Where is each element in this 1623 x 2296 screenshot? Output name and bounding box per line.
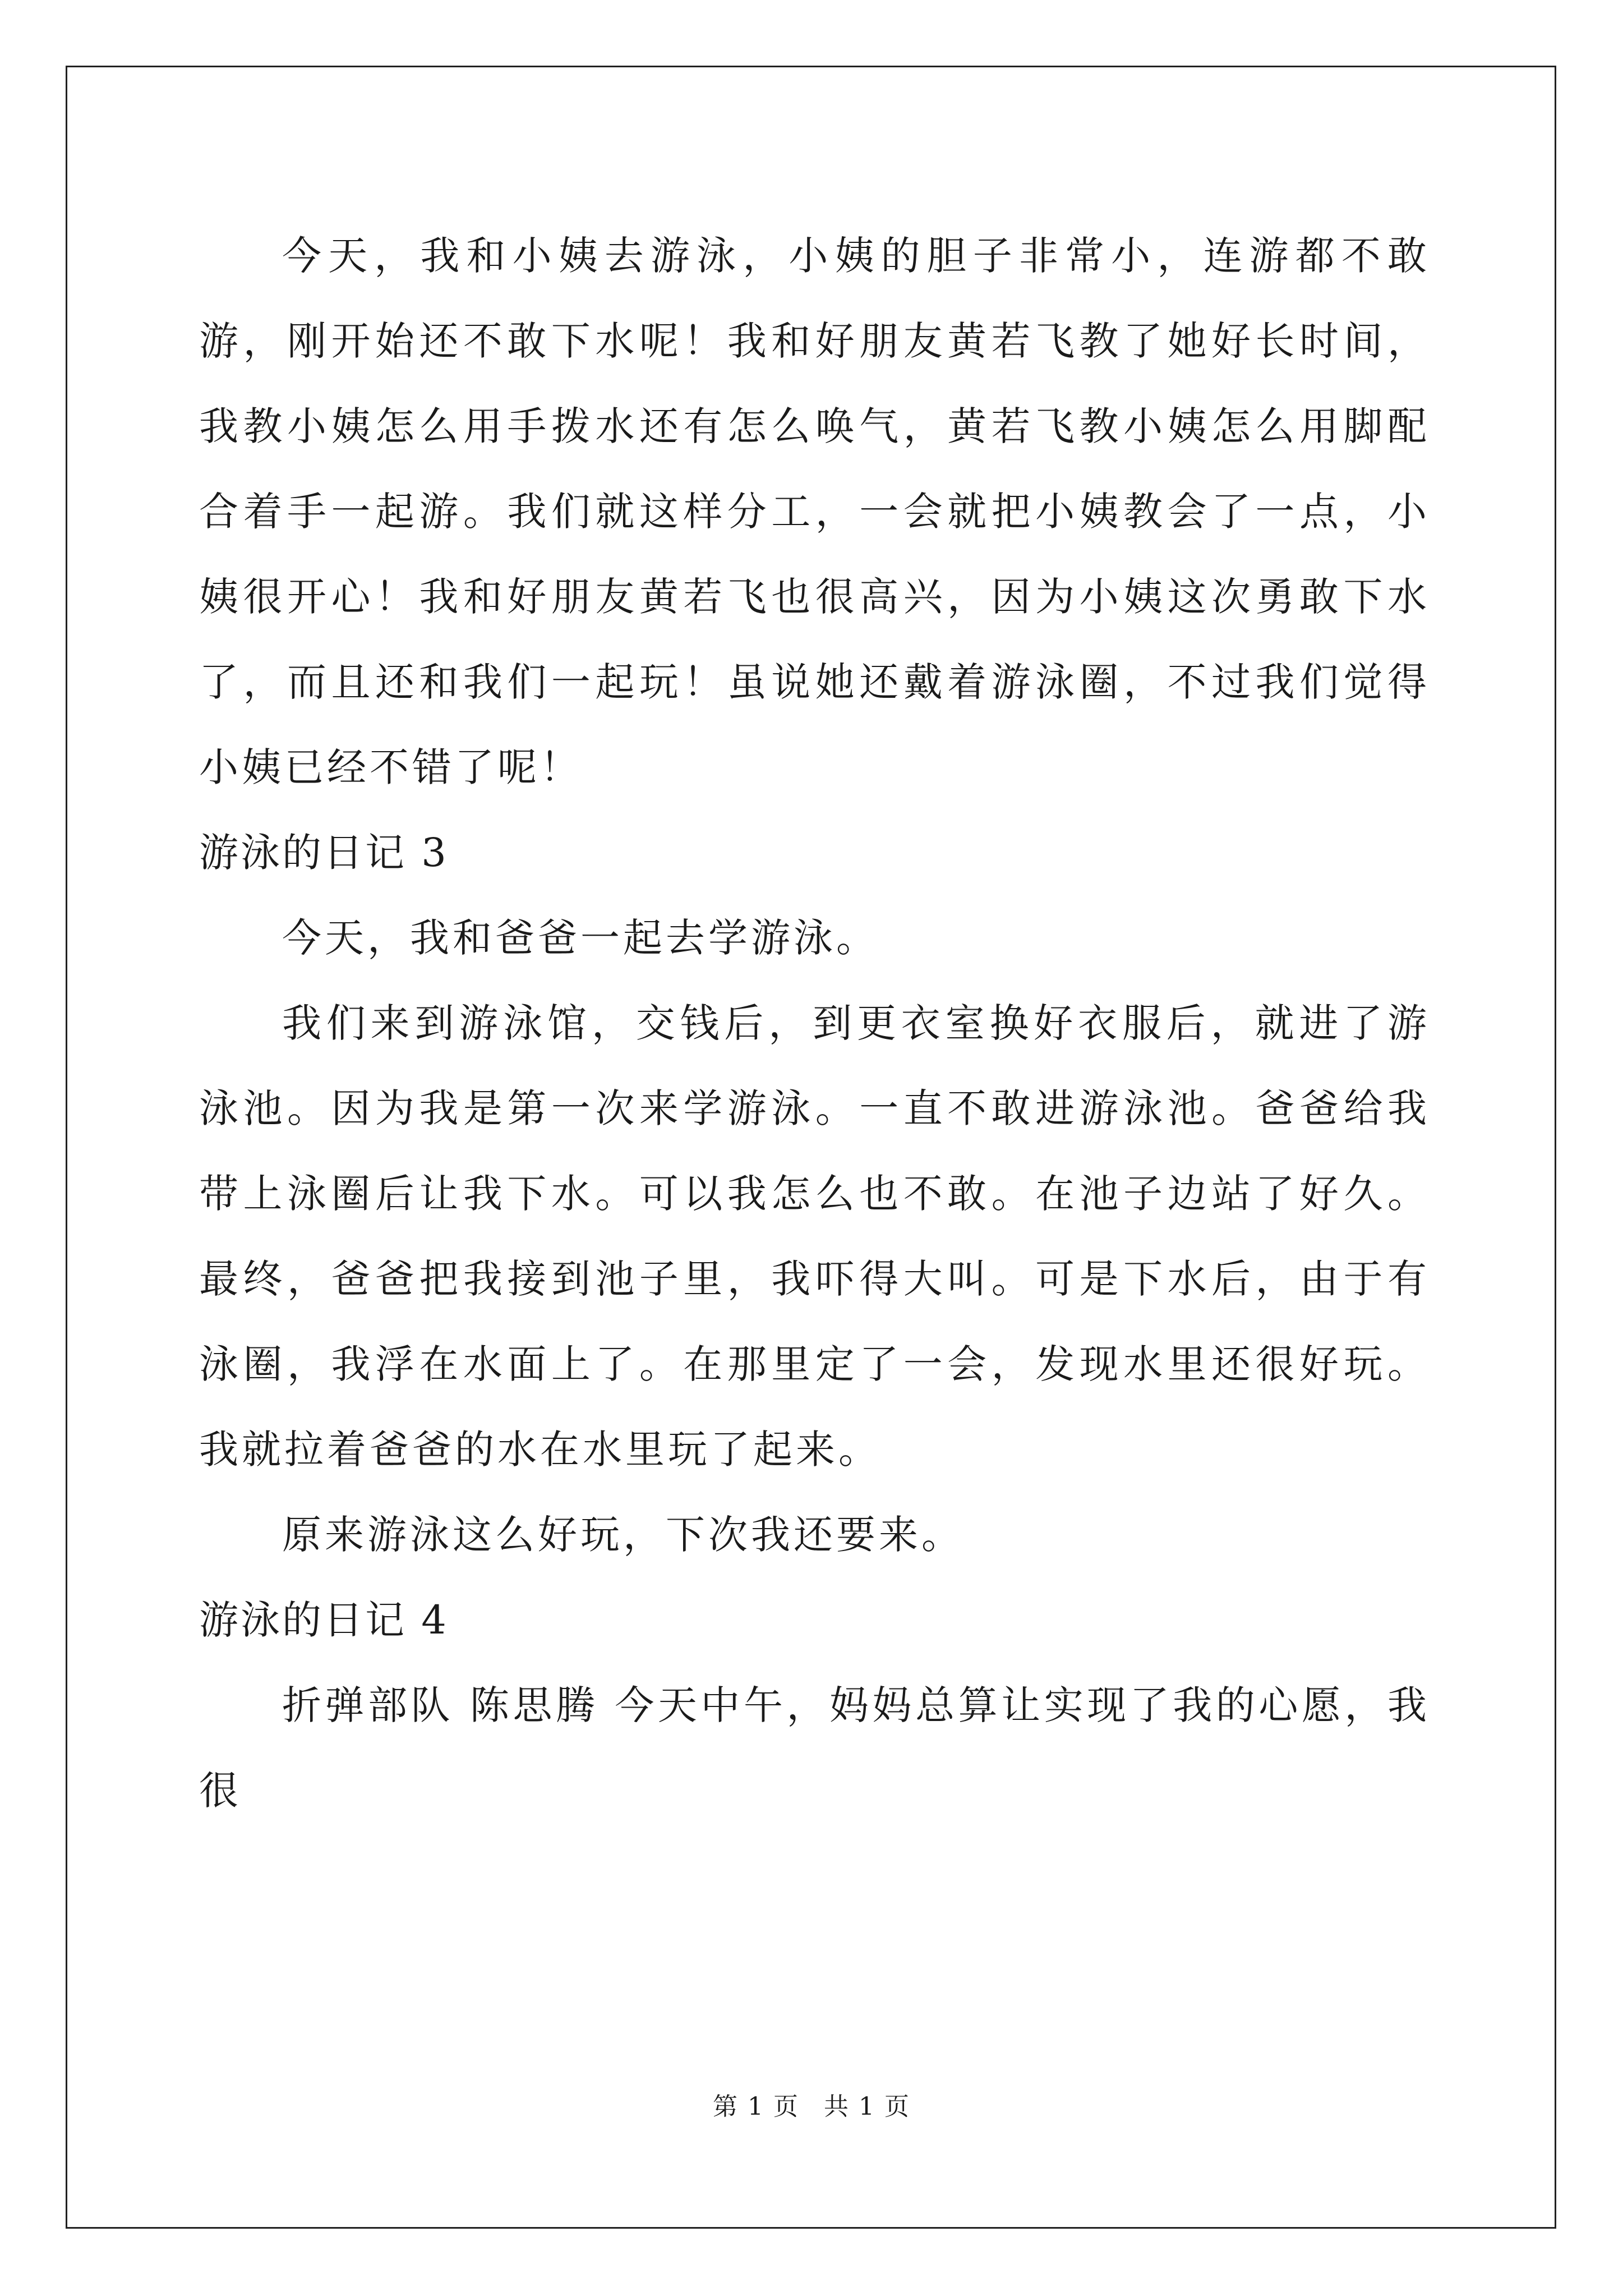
page-number-current: 第 1 页	[713, 2092, 799, 2121]
paragraph-swimming-with-aunt: 今天，我和小姨去游泳，小姨的胆子非常小，连游都不敢游，刚开始还不敢下水呢！我和好朋友黄若飞教了她好长时间，我教小姨怎么用手拨水还有怎么唤气，黄若飞教小姨怎么用脚配合着手一起游。我们就这样分工，一会就把小姨教会了一点，小姨很开心！我和好朋友黄若飞也很高兴，因为小姨这次勇敢下水了，而且还和我们一起玩！虽说她还戴着游泳圈，不过我们觉得小姨已经不错了呢！	[199, 233, 1430, 790]
paragraph-diary-4-start: 折弹部队 陈思腾 今天中午，妈妈总算让实现了我的心愿，我很	[199, 1682, 1430, 1814]
page-number-total: 共 1 页	[824, 2092, 910, 2121]
paragraph-intro-dad: 今天，我和爸爸一起去学游泳。	[282, 915, 879, 961]
paragraph-swimming-pool: 我们来到游泳馆，交钱后，到更衣室换好衣服后，就进了游泳池。因为我是第一次来学游泳。一直不敢进游泳池。爸爸给我带上泳圈后让我下水。可以我怎么也不敢。在池子边站了好久。最终，爸爸把我接到池子里，我吓得大叫。可是下水后，由于有泳圈，我浮在水面上了。在那里定了一会，发现水里还很好玩。我就拉着爸爸的水在水里玩了起来。	[199, 1000, 1430, 1473]
page-footer	[0, 2090, 1623, 2124]
document-body	[199, 213, 1430, 1833]
section-heading-diary-3: 游泳的日记 3	[199, 830, 449, 876]
paragraph-conclusion: 原来游泳这么好玩，下次我还要来。	[282, 1512, 964, 1558]
section-heading-diary-4: 游泳的日记 4	[199, 1597, 449, 1643]
